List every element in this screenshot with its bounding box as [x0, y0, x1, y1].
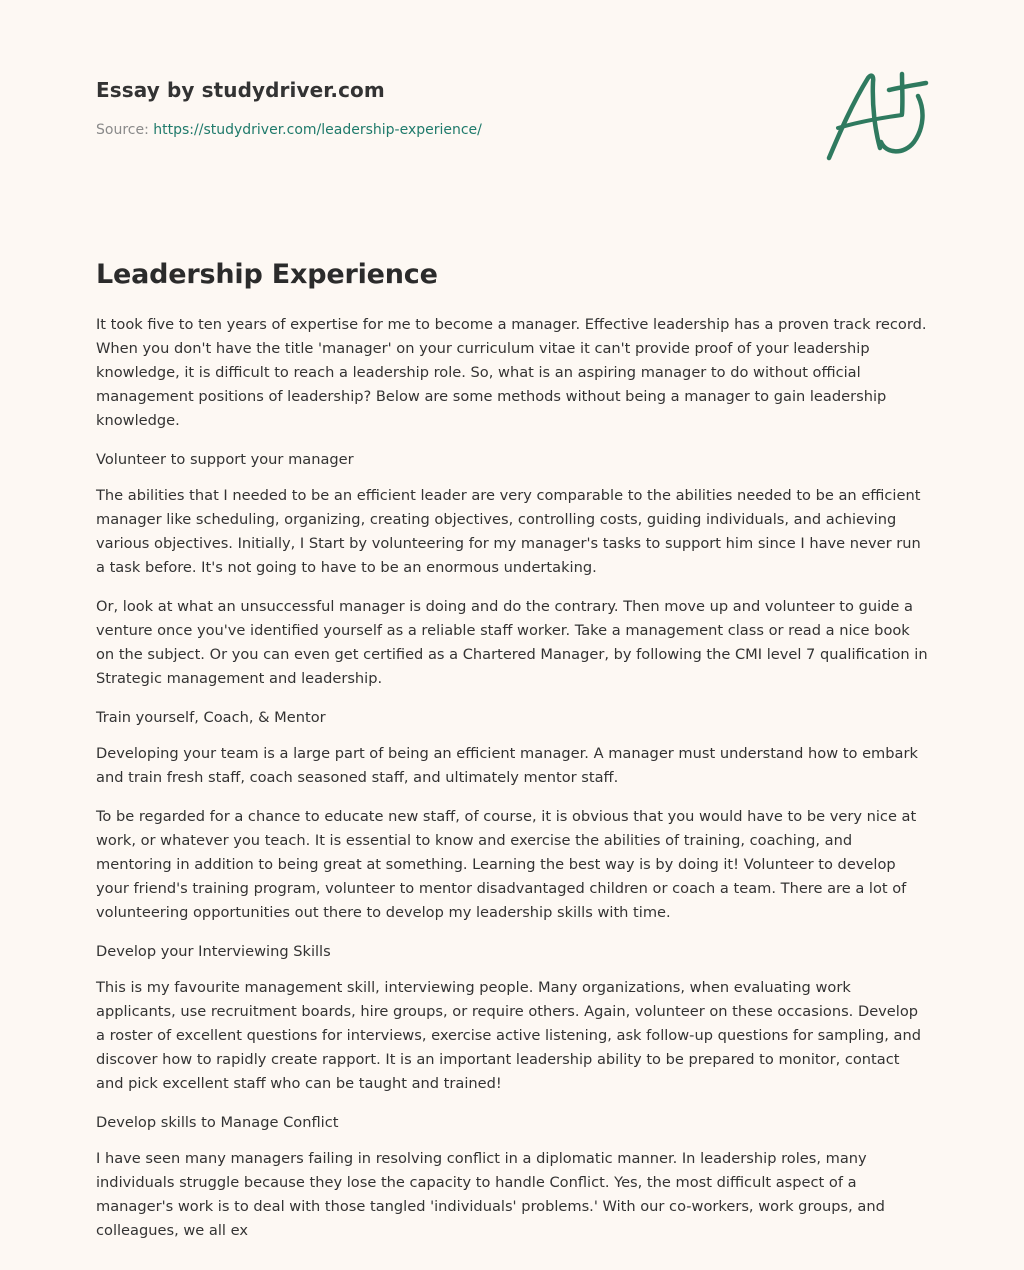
section-heading: Volunteer to support your manager [96, 451, 354, 468]
site-title: Essay by studydriver.com [96, 78, 385, 102]
essay-body [96, 313, 930, 1258]
essay-header [96, 76, 796, 140]
body-paragraph: This is my favourite management skill, interviewing people. Many organizations, when evaluating work applicants, use recruitment boards, hire groups, or require others. Again, volunteer on these occasions. Develop a roster of excellent questions for interviews, exercise active listening, ask follow-up questions for sampling, and discover how to rapidly create rapport. It is an important leadership ability to be prepared to monitor, contact and pick excellent staff who can be taught and trained! [96, 979, 921, 1092]
essay-title: Leadership Experience [96, 259, 438, 290]
section-heading: Develop skills to Manage Conflict [96, 1114, 339, 1131]
source-line [96, 120, 796, 140]
section-heading: Train yourself, Coach, & Mentor [96, 709, 326, 726]
a-plus-grade-icon [818, 66, 930, 166]
source-link[interactable]: https://studydriver.com/leadership-experience/ [153, 122, 482, 138]
source-label: Source: [96, 122, 149, 138]
body-paragraph: It took five to ten years of expertise for me to become a manager. Effective leadership has a proven track record. When you don't have the title 'manager' on your curriculum vitae it can't provide proof of your leadership knowledge, it is difficult to reach a leadership role. So, what is an aspiring manager to do without official management positions of leadership? Below are some methods without being a manager to gain leadership knowledge. [96, 316, 927, 429]
body-paragraph: Or, look at what an unsuccessful manager is doing and do the contrary. Then move up and volunteer to guide a venture once you've identified yourself as a reliable staff worker. Take a management class or read a nice book on the subject. Or you can even get certified as a Chartered Manager, by following the CMI level 7 qualification in Strategic management and leadership. [96, 598, 928, 687]
body-paragraph: I have seen many managers failing in resolving conflict in a diplomatic manner. In leadership roles, many individuals struggle because they lose the capacity to handle Conflict. Yes, the most difficult aspect of a manager's work is to deal with those tangled 'individuals' problems.' With our co-workers, work groups, and colleagues, we all ex [96, 1150, 885, 1239]
section-heading: Develop your Interviewing Skills [96, 943, 331, 960]
body-paragraph: To be regarded for a chance to educate new staff, of course, it is obvious that you would have to be very nice at work, or whatever you teach. It is essential to know and exercise the abilities of training, coaching, and mentoring in addition to being great at something. Learning the best way is by doing it! Volunteer to develop your friend's training program, volunteer to mentor disadvantaged children or coach a team. There are a lot of volunteering opportunities out there to develop my leadership skills with time. [96, 808, 917, 921]
body-paragraph: Developing your team is a large part of being an efficient manager. A manager must understand how to embark and train fresh staff, coach seasoned staff, and ultimately mentor staff. [96, 745, 918, 786]
body-paragraph: The abilities that I needed to be an efficient leader are very comparable to the abilities needed to be an efficient manager like scheduling, organizing, creating objectives, controlling costs, guiding individuals, and achieving various objectives. Initially, I Start by volunteering for my manager's tasks to support him since I have never run a task before. It's not going to have to be an enormous undertaking. [96, 487, 921, 576]
